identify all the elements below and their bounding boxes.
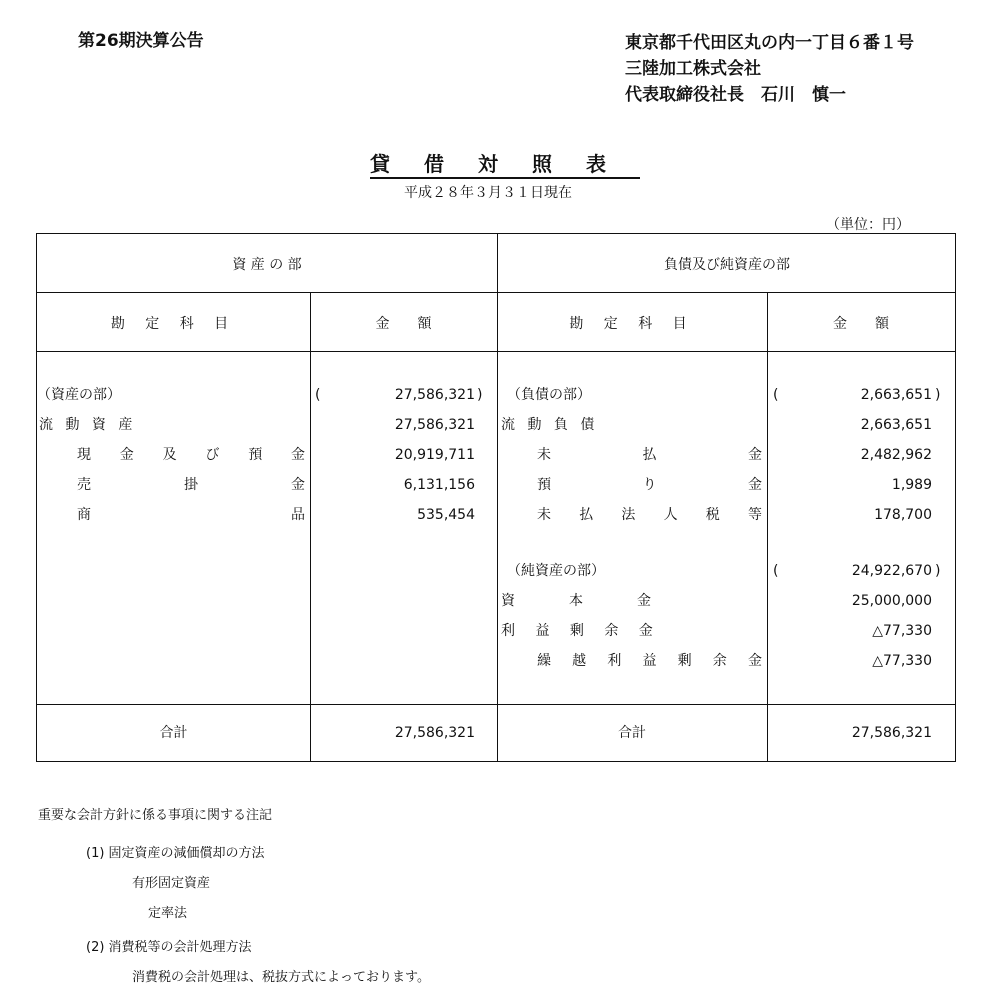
asset-item-char: 現: [77, 447, 91, 463]
assets-header: 資 産 の 部: [232, 257, 302, 273]
carried-char: 利: [607, 653, 622, 669]
liability-item-char: 等: [747, 507, 762, 523]
unit-label: （単位：円）: [826, 217, 910, 233]
balance-sheet-table: [36, 233, 956, 762]
carried-char: 剰: [677, 653, 692, 669]
divider-assets-amount: [310, 292, 311, 761]
liability-item-char: 未: [537, 447, 551, 463]
asset-item-char: 売: [77, 477, 91, 493]
liabilities-section-total: 2,663,651: [860, 387, 932, 403]
company-address: 東京都千代田区丸の内一丁目６番１号: [625, 33, 914, 53]
assets-total-label: 合計: [159, 725, 188, 741]
asset-item-amount: 20,919,711: [394, 447, 475, 463]
asset-item-char: び: [205, 447, 220, 463]
assets-section-label: （資産の部）: [37, 387, 121, 403]
liability-item-amount: 1,989: [891, 477, 932, 493]
company-name: 三陸加工株式会社: [625, 59, 761, 79]
carried-char: 余: [712, 653, 727, 669]
asset-item-char: 金: [119, 447, 134, 463]
note-item-1-sub: 有形固定資産: [132, 876, 211, 891]
liability-item-char: 金: [748, 477, 762, 493]
capital-row: [501, 586, 651, 616]
asset-item-char: 商: [77, 507, 91, 523]
asset-item-char: 預: [248, 447, 263, 463]
asset-item-amount: 535,454: [417, 507, 475, 523]
liabilities-header: 負債及び純資産の部: [664, 257, 790, 273]
liabilities-paren-close: ): [935, 387, 941, 403]
carried-earnings-row: [537, 646, 762, 676]
assets-col-item: 勘 定 科 目: [110, 316, 237, 332]
liability-item-char: 金: [748, 447, 762, 463]
liability-item-char: 預: [537, 477, 551, 493]
current-assets-label: 流 動 資 産: [39, 417, 137, 433]
net-assets-paren-close: ): [935, 563, 941, 579]
carried-char: 越: [572, 653, 587, 669]
current-assets-amount: 27,586,321: [394, 417, 475, 433]
liability-item-char: り: [642, 477, 657, 493]
liability-item-char: 払: [642, 447, 657, 463]
asset-item-row: [77, 440, 305, 470]
liability-item-row: [537, 470, 762, 500]
asset-item-char: 金: [291, 477, 305, 493]
company-representative: 代表取締役社長 石川 慎一: [625, 85, 846, 105]
asset-item-char: 金: [290, 447, 305, 463]
asset-item-char: 及: [162, 447, 177, 463]
notes-heading: 重要な会計方針に係る事項に関する注記: [38, 808, 273, 823]
net-assets-paren-open: (: [773, 563, 779, 579]
capital-char: 本: [569, 593, 583, 609]
capital-char: 金: [637, 593, 651, 609]
document-title: 貸借対照表: [370, 152, 640, 179]
assets-paren-close: ): [477, 387, 483, 403]
liab-col-item: 勘 定 科 目: [569, 316, 695, 332]
carried-char: 金: [747, 653, 762, 669]
asset-item-row: [77, 470, 305, 500]
liabilities-section-label: （負債の部）: [507, 387, 591, 403]
asset-item-char: 品: [291, 507, 305, 523]
liability-item-char: 法: [621, 507, 636, 523]
header-divider-2: [37, 351, 955, 352]
liability-item-char: 人: [663, 507, 678, 523]
capital-char: 資: [501, 593, 515, 609]
asset-item-row: [77, 500, 305, 530]
retained-earnings-label: 利 益 剰 余 金: [501, 623, 661, 639]
liabilities-total-amount: 27,586,321: [851, 725, 932, 741]
note-item-2: (2) 消費税等の会計処理方法: [86, 940, 252, 955]
liability-item-char: 払: [579, 507, 594, 523]
liab-col-amount: 金 額: [833, 316, 889, 332]
net-assets-section-total: 24,922,670: [851, 563, 932, 579]
document-title-wrap: [0, 148, 976, 177]
asset-item-amount: 6,131,156: [403, 477, 475, 493]
carried-char: 繰: [537, 653, 551, 669]
asset-item-char: 掛: [184, 477, 198, 493]
liabilities-paren-open: (: [773, 387, 779, 403]
note-item-2-text: 消費税の会計処理は、税抜方式によっております。: [132, 970, 430, 985]
liability-item-char: 税: [705, 507, 720, 523]
total-divider: [37, 704, 955, 705]
carried-earnings-amount: △77,330: [872, 653, 932, 669]
note-item-1: (1) 固定資産の減価償却の方法: [86, 846, 265, 861]
current-liabilities-label: 流 動 負 債: [501, 417, 599, 433]
liability-item-row: [537, 440, 762, 470]
company-info: [625, 30, 914, 108]
note-item-1-method: 定率法: [148, 906, 188, 921]
liability-item-amount: 178,700: [874, 507, 932, 523]
period-title: 第26期決算公告: [78, 31, 204, 51]
assets-total-amount: 27,586,321: [394, 725, 475, 741]
header-divider-1: [37, 292, 955, 293]
liability-item-row: [537, 500, 762, 530]
liability-item-amount: 2,482,962: [860, 447, 932, 463]
assets-col-amount: 金 額: [375, 316, 432, 332]
current-liabilities-amount: 2,663,651: [860, 417, 932, 433]
carried-char: 益: [642, 653, 657, 669]
liabilities-total-label: 合計: [618, 725, 646, 741]
divider-liab-amount: [767, 292, 768, 761]
liability-item-char: 未: [537, 507, 551, 523]
capital-amount: 25,000,000: [851, 593, 932, 609]
assets-section-total: 27,586,321: [394, 387, 475, 403]
as-of-date: 平成２８年３月３１日現在: [404, 185, 572, 201]
net-assets-section-label: （純資産の部）: [507, 563, 605, 579]
assets-paren-open: (: [315, 387, 321, 403]
retained-earnings-amount: △77,330: [872, 623, 932, 639]
